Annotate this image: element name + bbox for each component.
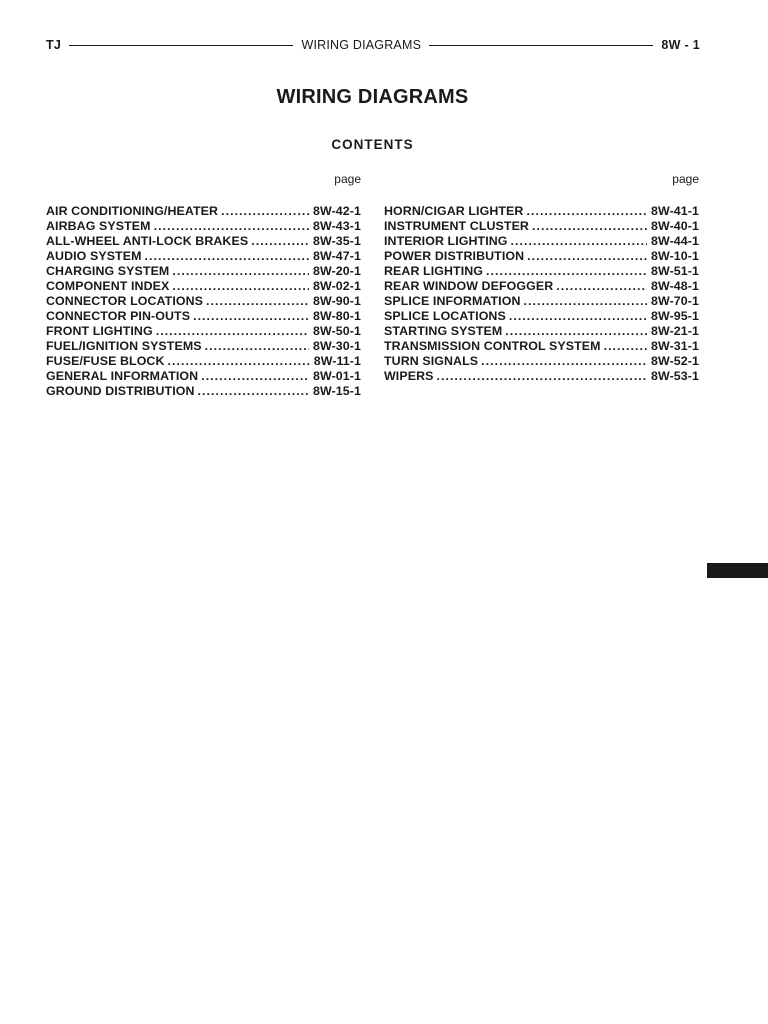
toc-entry[interactable] bbox=[384, 324, 699, 339]
toc-entry[interactable] bbox=[46, 249, 361, 264]
dot-leader bbox=[527, 249, 647, 264]
dot-leader bbox=[221, 204, 309, 219]
toc-entry-title: AUDIO SYSTEM bbox=[46, 249, 142, 263]
toc-entry-title: REAR LIGHTING bbox=[384, 264, 484, 278]
dot-leader bbox=[172, 264, 309, 279]
toc-entry-page: 8W-20-1 bbox=[313, 264, 361, 278]
toc-entry[interactable] bbox=[384, 309, 699, 324]
dot-leader bbox=[206, 294, 309, 309]
toc-list-left bbox=[46, 204, 361, 399]
toc-entry[interactable] bbox=[384, 204, 699, 219]
dot-leader bbox=[145, 249, 310, 264]
toc-entry-page: 8W-70-1 bbox=[651, 294, 699, 308]
toc-entry-title: INSTRUMENT CLUSTER bbox=[384, 219, 529, 233]
toc-entry-page: 8W-48-1 bbox=[651, 279, 699, 293]
dot-leader bbox=[154, 219, 309, 234]
toc-entry-title: SPLICE LOCATIONS bbox=[384, 309, 506, 323]
toc-entry[interactable] bbox=[46, 324, 361, 339]
toc-entry[interactable] bbox=[384, 234, 699, 249]
toc-entry-page: 8W-50-1 bbox=[313, 324, 361, 338]
dot-leader bbox=[481, 354, 647, 369]
toc-entry[interactable] bbox=[46, 369, 361, 384]
dot-leader bbox=[205, 339, 309, 354]
section-thumb-tab bbox=[707, 563, 768, 578]
toc-entry-page: 8W-44-1 bbox=[651, 234, 699, 248]
toc-entry[interactable] bbox=[384, 294, 699, 309]
toc-entry[interactable] bbox=[46, 264, 361, 279]
toc-entry-title: ALL-WHEEL ANTI-LOCK BRAKES bbox=[46, 234, 249, 248]
toc-entry-page: 8W-90-1 bbox=[313, 294, 361, 308]
toc-entry-page: 8W-35-1 bbox=[313, 234, 361, 248]
dot-leader bbox=[511, 234, 647, 249]
toc-entry-title: REAR WINDOW DEFOGGER bbox=[384, 279, 554, 293]
toc-entry[interactable] bbox=[46, 234, 361, 249]
page-title: WIRING DIAGRAMS bbox=[276, 86, 469, 108]
toc-entry-title: TURN SIGNALS bbox=[384, 354, 479, 368]
header-page-number: 8W - 1 bbox=[661, 38, 701, 52]
header-rule-right bbox=[429, 45, 653, 46]
toc-entry-page: 8W-51-1 bbox=[651, 264, 699, 278]
toc-entry-title: FUEL/IGNITION SYSTEMS bbox=[46, 339, 202, 353]
dot-leader bbox=[524, 294, 648, 309]
toc-entry-title: AIR CONDITIONING/HEATER bbox=[46, 204, 219, 218]
dot-leader bbox=[168, 354, 310, 369]
toc-entry-page: 8W-43-1 bbox=[313, 219, 361, 233]
toc-entry-page: 8W-21-1 bbox=[651, 324, 699, 338]
toc-entry-title: CONNECTOR LOCATIONS bbox=[46, 294, 204, 308]
contents-heading: CONTENTS bbox=[331, 137, 414, 152]
toc-entry[interactable] bbox=[46, 354, 361, 369]
toc-entry-title: COMPONENT INDEX bbox=[46, 279, 170, 293]
dot-leader bbox=[526, 204, 647, 219]
dot-leader bbox=[532, 219, 647, 234]
toc-entry-page: 8W-31-1 bbox=[651, 339, 699, 353]
toc-entry-title: WIPERS bbox=[384, 369, 434, 383]
page-column-label: page bbox=[334, 172, 361, 186]
running-header bbox=[46, 36, 700, 54]
toc-entry-title: AIRBAG SYSTEM bbox=[46, 219, 151, 233]
toc-entry-title: STARTING SYSTEM bbox=[384, 324, 503, 338]
toc-entry-title: CHARGING SYSTEM bbox=[46, 264, 170, 278]
toc-entry-page: 8W-80-1 bbox=[313, 309, 361, 323]
toc-entry-title: GROUND DISTRIBUTION bbox=[46, 384, 195, 398]
dot-leader bbox=[604, 339, 647, 354]
toc-entry-page: 8W-10-1 bbox=[651, 249, 699, 263]
toc-entry-page: 8W-01-1 bbox=[313, 369, 361, 383]
header-section-title: WIRING DIAGRAMS bbox=[301, 38, 422, 52]
toc-entry[interactable] bbox=[384, 264, 699, 279]
toc-entry-title: SPLICE INFORMATION bbox=[384, 294, 521, 308]
toc-entry[interactable] bbox=[46, 384, 361, 399]
header-rule-left bbox=[69, 45, 293, 46]
toc-entry[interactable] bbox=[46, 204, 361, 219]
toc-entry[interactable] bbox=[384, 339, 699, 354]
page-column-label: page bbox=[672, 172, 699, 186]
dot-leader bbox=[509, 309, 647, 324]
toc-entry[interactable] bbox=[46, 279, 361, 294]
toc-entry-page: 8W-15-1 bbox=[313, 384, 361, 398]
toc-entry[interactable] bbox=[384, 249, 699, 264]
toc-entry-page: 8W-02-1 bbox=[313, 279, 361, 293]
toc-entry[interactable] bbox=[46, 294, 361, 309]
dot-leader bbox=[556, 279, 647, 294]
header-model-code: TJ bbox=[46, 38, 62, 52]
dot-leader bbox=[251, 234, 309, 249]
toc-entry[interactable] bbox=[46, 309, 361, 324]
toc-entry-title: TRANSMISSION CONTROL SYSTEM bbox=[384, 339, 601, 353]
toc-entry[interactable] bbox=[384, 219, 699, 234]
toc-entry-title: FUSE/FUSE BLOCK bbox=[46, 354, 165, 368]
toc-entry-page: 8W-30-1 bbox=[313, 339, 361, 353]
toc-entry-page: 8W-95-1 bbox=[651, 309, 699, 323]
toc-entry-page: 8W-11-1 bbox=[313, 354, 361, 368]
toc-column-left bbox=[46, 171, 361, 399]
dot-leader bbox=[172, 279, 309, 294]
toc-entry-page: 8W-53-1 bbox=[651, 369, 699, 383]
dot-leader bbox=[193, 309, 309, 324]
toc-entry-title: CONNECTOR PIN-OUTS bbox=[46, 309, 191, 323]
toc-entry-page: 8W-40-1 bbox=[651, 219, 699, 233]
toc-entry[interactable] bbox=[384, 279, 699, 294]
toc-entry[interactable] bbox=[384, 369, 699, 384]
toc-list-right bbox=[384, 204, 699, 384]
dot-leader bbox=[505, 324, 647, 339]
dot-leader bbox=[201, 369, 309, 384]
dot-leader bbox=[436, 369, 647, 384]
toc-column-right bbox=[384, 171, 699, 384]
toc-entry-title: HORN/CIGAR LIGHTER bbox=[384, 204, 524, 218]
toc-entry[interactable] bbox=[384, 354, 699, 369]
toc-entry[interactable] bbox=[46, 339, 361, 354]
dot-leader bbox=[198, 384, 310, 399]
toc-entry-title: GENERAL INFORMATION bbox=[46, 369, 199, 383]
dot-leader bbox=[156, 324, 309, 339]
toc-entry[interactable] bbox=[46, 219, 361, 234]
dot-leader bbox=[486, 264, 647, 279]
toc-entry-title: INTERIOR LIGHTING bbox=[384, 234, 508, 248]
toc-entry-title: POWER DISTRIBUTION bbox=[384, 249, 525, 263]
toc-entry-page: 8W-42-1 bbox=[313, 204, 361, 218]
toc-entry-page: 8W-47-1 bbox=[313, 249, 361, 263]
toc-entry-title: FRONT LIGHTING bbox=[46, 324, 153, 338]
toc-entry-page: 8W-41-1 bbox=[651, 204, 699, 218]
toc-entry-page: 8W-52-1 bbox=[651, 354, 699, 368]
